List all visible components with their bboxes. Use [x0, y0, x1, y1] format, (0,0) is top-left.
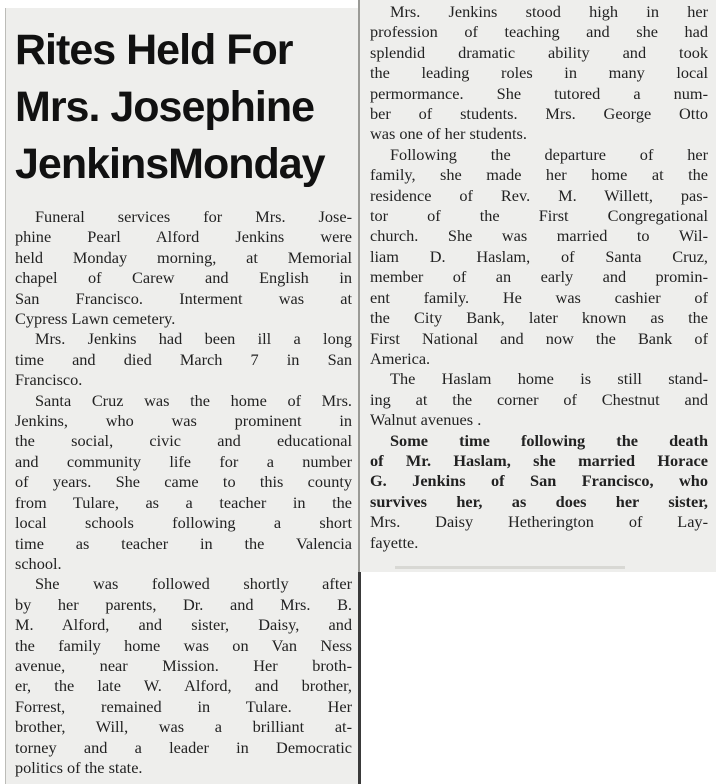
- text-line: the City Bank, later known as the: [370, 308, 708, 328]
- text-line: local schools following a short: [15, 513, 352, 533]
- text-line: time as teacher in the Valencia: [15, 533, 352, 553]
- text-line: family, she made her home at the: [370, 165, 708, 185]
- text-line: ent family. He was cashier of: [370, 287, 708, 307]
- text-line: ber of students. Mrs. George Otto: [370, 104, 708, 124]
- text-line: Francisco.: [15, 370, 83, 390]
- headline: [15, 22, 352, 193]
- headline-line: Rites Held For: [15, 26, 293, 74]
- text-line: politics of the state.: [15, 757, 143, 777]
- text-line: Mrs. Jenkins had been ill a long: [35, 329, 352, 349]
- text-line: the social, civic and educational: [15, 431, 352, 451]
- text-line: Cypress Lawn cemetery.: [15, 309, 176, 329]
- text-line: brother, Will, was a brilliant at-: [15, 717, 352, 737]
- text-line: America.: [370, 348, 431, 368]
- text-line: time and died March 7 in San: [15, 349, 352, 369]
- text-line: by her parents, Dr. and Mrs. B.: [15, 594, 352, 614]
- text-line: profession of teaching and she had: [370, 22, 708, 42]
- text-line: She was followed shortly after: [35, 574, 352, 594]
- text-line: Mrs. Daisy Hetherington of Lay-: [370, 512, 708, 532]
- text-line: survives her, as does her sister,: [370, 491, 708, 511]
- text-line: ing at the corner of Chestnut and: [370, 389, 708, 409]
- text-line: chapel of Carew and English in: [15, 268, 352, 288]
- text-line: Jenkins, who was prominent in: [15, 411, 352, 431]
- text-line: avenue, near Mission. Her broth-: [15, 655, 352, 675]
- headline-line: Mrs. Josephine: [15, 83, 315, 131]
- text-line: Funeral services for Mrs. Jose-: [35, 207, 352, 226]
- paragraph: [370, 145, 708, 369]
- text-line: Some time following the death: [390, 430, 708, 450]
- text-line: torney and a leader in Democratic: [15, 737, 352, 757]
- text-line: of Mr. Haslam, she married Horace: [370, 450, 708, 470]
- text-line: the family home was on Van Ness: [15, 635, 352, 655]
- text-line: M. Alford, and sister, Daisy, and: [15, 615, 352, 635]
- left-column: [5, 8, 358, 784]
- text-line: residence of Rev. M. Willett, pas-: [370, 185, 708, 205]
- text-line: Walnut avenues .: [370, 410, 482, 430]
- text-line: from Tulare, as a teacher in the: [15, 492, 352, 512]
- text-line: permormance. She tutored a num-: [370, 83, 708, 103]
- text-line: school.: [15, 553, 62, 573]
- text-line: splendid dramatic ability and took: [370, 42, 708, 62]
- text-line: of years. She came to this county: [15, 472, 352, 492]
- text-line: fayette.: [370, 532, 419, 552]
- text-line: G. Jenkins of San Francisco, who: [370, 471, 708, 491]
- paragraph: [15, 391, 352, 575]
- paragraph: [370, 2, 708, 145]
- text-line: was one of her students.: [370, 124, 527, 144]
- text-line: Forrest, remained in Tulare. Her: [15, 696, 352, 716]
- paragraph: [15, 574, 352, 778]
- right-column-body: [370, 2, 708, 553]
- paragraph: [370, 431, 708, 553]
- text-line: member of an early and promin-: [370, 267, 708, 287]
- text-line: Santa Cruz was the home of Mrs.: [35, 390, 352, 410]
- text-line: and community life for a number: [15, 451, 352, 471]
- text-line: the leading roles in many local: [370, 63, 708, 83]
- text-line: held Monday morning, at Memorial: [15, 247, 352, 267]
- text-line: Following the departure of her: [390, 144, 708, 164]
- text-line: er, the late W. Alford, and brother,: [15, 676, 352, 696]
- headline-line: JenkinsMonday: [15, 140, 325, 188]
- text-line: church. She was married to Wil-: [370, 226, 708, 246]
- text-line: phine Pearl Alford Jenkins were: [15, 227, 352, 247]
- text-line: First National and now the Bank of: [370, 328, 708, 348]
- trailing-rule: [395, 566, 625, 569]
- text-line: San Francisco. Interment was at: [15, 288, 352, 308]
- paragraph: [370, 369, 708, 430]
- text-line: The Haslam home is still stand-: [390, 369, 708, 389]
- text-line: liam D. Haslam, of Santa Cruz,: [370, 246, 708, 266]
- text-line: Mrs. Jenkins stood high in her: [390, 2, 708, 21]
- paragraph: [15, 207, 352, 329]
- paragraph: [15, 329, 352, 390]
- left-column-body: [15, 207, 352, 778]
- text-line: tor of the First Congregational: [370, 206, 708, 226]
- right-column: [358, 0, 716, 572]
